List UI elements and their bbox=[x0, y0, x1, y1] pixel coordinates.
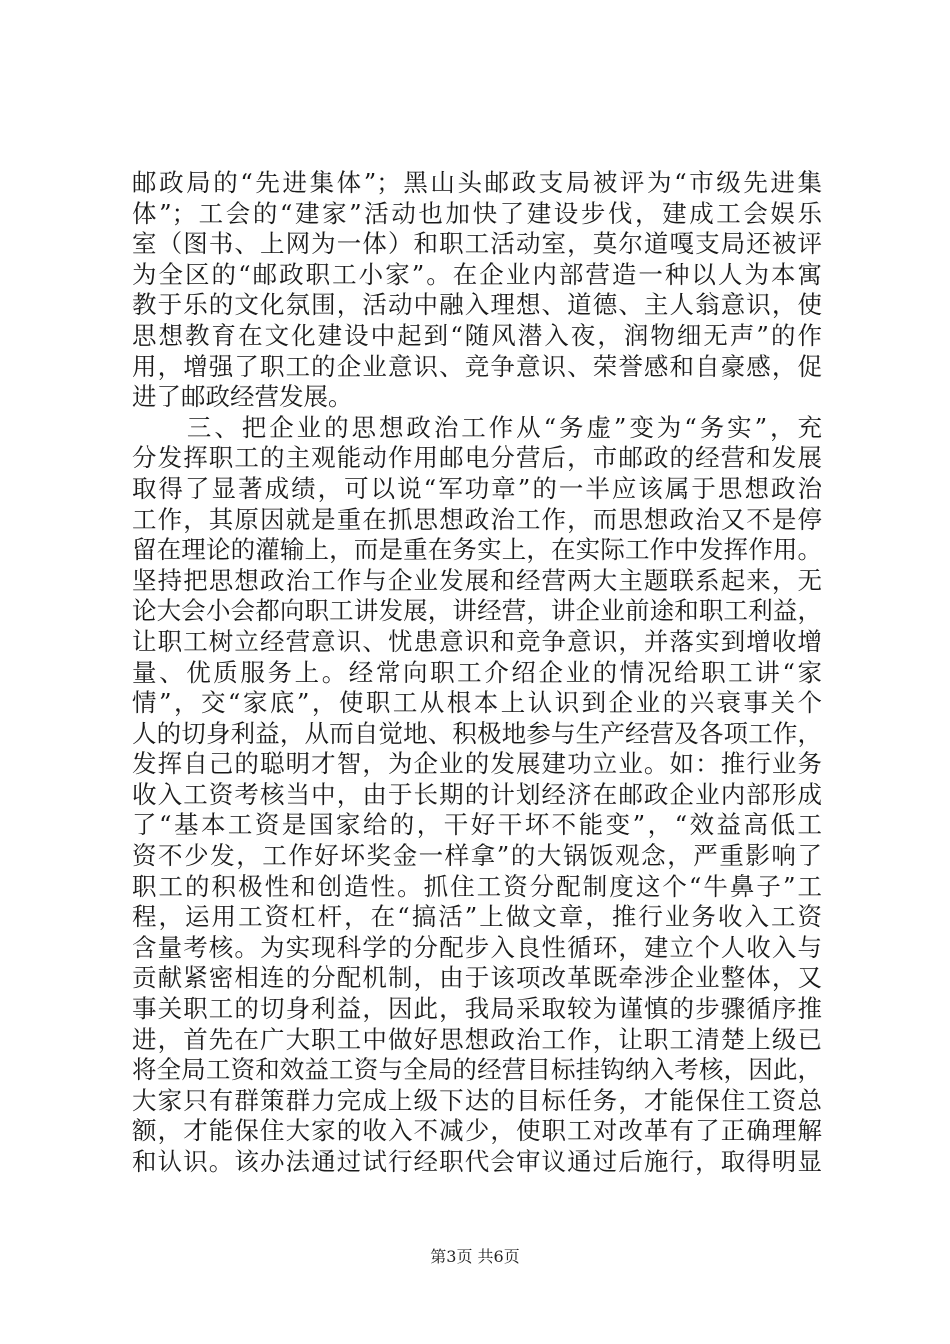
text-line: 资不少发，工作好坏奖金一样拿”的大锅饭观念，严重影响了 bbox=[132, 841, 822, 871]
body-text bbox=[132, 168, 822, 1178]
text-line: 用，增强了职工的企业意识、竞争意识、荣誉感和自豪感，促 bbox=[132, 351, 822, 381]
text-line: 进了邮政经营发展。 bbox=[132, 382, 353, 412]
text-line: 和认识。该办法通过试行经职代会审议通过后施行，取得明显 bbox=[132, 1147, 822, 1176]
text-line: 室（图书、上网为一体）和职工活动室，莫尔道嘎支局还被评 bbox=[132, 229, 822, 259]
text-line: 坚持把思想政治工作与企业发展和经营两大主题联系起来，无 bbox=[132, 565, 822, 595]
text-line: 量、优质服务上。经常向职工介绍企业的情况给职工讲“家 bbox=[132, 657, 822, 687]
text-line: 为全区的“邮政职工小家”。在企业内部营造一种以人为本寓 bbox=[132, 259, 822, 289]
text-line: 发挥自己的聪明才智，为企业的发展建功立业。如：推行业务 bbox=[132, 749, 822, 779]
text-line: 进，首先在广大职工中做好思想政治工作，让职工清楚上级已 bbox=[132, 1024, 822, 1054]
text-line: 分发挥职工的主观能动作用邮电分营后，市邮政的经营和发展 bbox=[132, 443, 822, 473]
text-line: 工作，其原因就是重在抓思想政治工作，而思想政治又不是停 bbox=[132, 504, 822, 534]
text-line: 程，运用工资杠杆，在“搞活”上做文章，推行业务收入工资 bbox=[132, 902, 822, 932]
text-line: 教于乐的文化氛围，活动中融入理想、道德、主人翁意识，使 bbox=[132, 290, 822, 320]
text-line: 情”，交“家底”，使职工从根本上认识到企业的兴衰事关个 bbox=[132, 688, 822, 718]
text-line: 了“基本工资是国家给的，干好干坏不能变”，“效益高低工 bbox=[132, 810, 822, 840]
text-line: 大家只有群策群力完成上级下达的目标任务，才能保住工资总 bbox=[132, 1085, 822, 1115]
text-line: 贡献紧密相连的分配机制，由于该项改革既牵涉企业整体，又 bbox=[132, 963, 822, 993]
text-line: 取得了显著成绩，可以说“军功章”的一半应该属于思想政治 bbox=[132, 473, 822, 503]
text-line: 收入工资考核当中，由于长期的计划经济在邮政企业内部形成 bbox=[132, 779, 822, 809]
text-line: 三、把企业的思想政治工作从“务虚”变为“务实”，充 bbox=[132, 412, 822, 442]
text-line: 将全局工资和效益工资与全局的经营目标挂钩纳入考核，因此， bbox=[132, 1055, 822, 1085]
text-line: 体”；工会的“建家”活动也加快了建设步伐，建成工会娱乐 bbox=[132, 198, 822, 228]
page-footer: 第3页 共6页 bbox=[430, 1247, 520, 1266]
text-line: 职工的积极性和创造性。抓住工资分配制度这个“牛鼻子”工 bbox=[132, 871, 822, 901]
text-line: 让职工树立经营意识、忧患意识和竞争意识，并落实到增收增 bbox=[132, 626, 822, 656]
text-line: 论大会小会都向职工讲发展，讲经营，讲企业前途和职工利益， bbox=[132, 596, 822, 626]
text-line: 留在理论的灌输上，而是重在务实上，在实际工作中发挥作用。 bbox=[132, 535, 822, 565]
text-line: 含量考核。为实现科学的分配步入良性循环，建立个人收入与 bbox=[132, 932, 822, 962]
text-line: 邮政局的“先进集体”；黑山头邮政支局被评为“市级先进集 bbox=[132, 168, 822, 197]
text-line: 思想教育在文化建设中起到“随风潜入夜，润物细无声”的作 bbox=[132, 320, 822, 350]
text-line: 人的切身利益，从而自觉地、积极地参与生产经营及各项工作， bbox=[132, 718, 822, 748]
text-line: 额，才能保住大家的收入不减少，使职工对改革有了正确理解 bbox=[132, 1116, 822, 1146]
text-line: 事关职工的切身利益，因此，我局采取较为谨慎的步骤循序推 bbox=[132, 994, 822, 1024]
